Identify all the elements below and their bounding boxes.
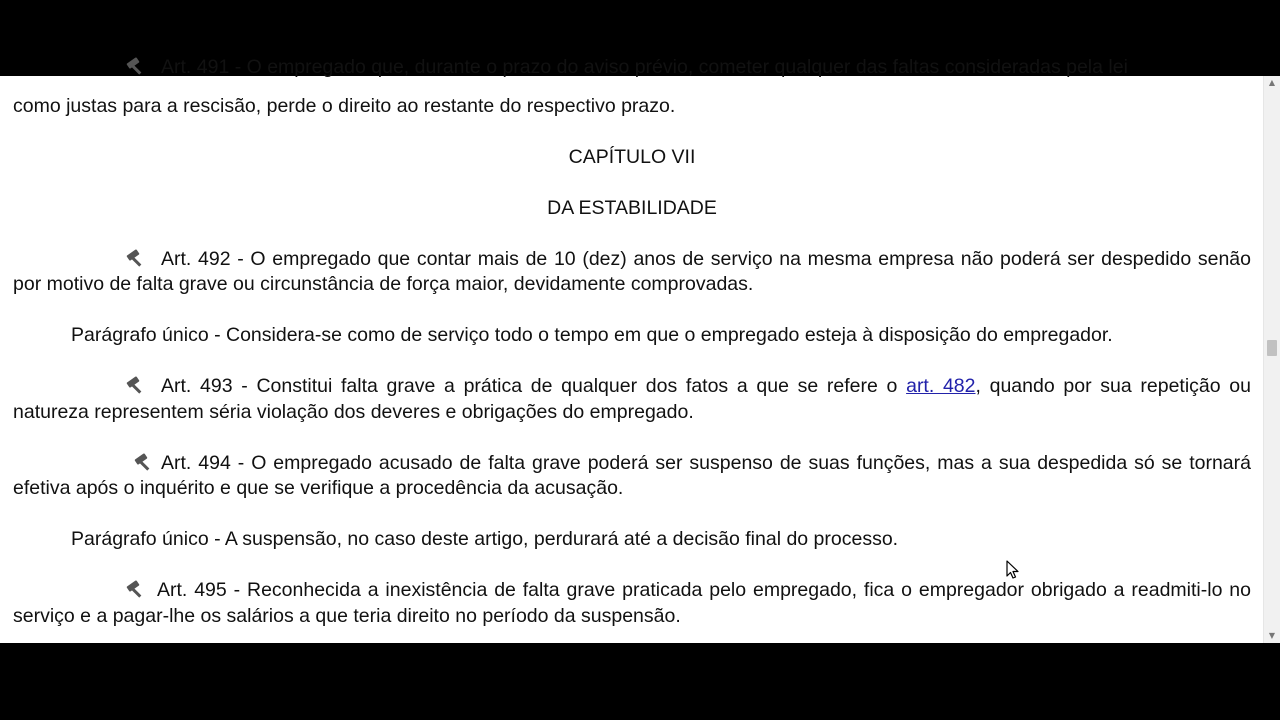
article-491-tail: como justas para a rescisão, perde o direito ao restante do respectivo prazo. [13,94,676,117]
hammer-icon[interactable] [125,57,147,75]
scrollbar-thumb[interactable] [1267,340,1277,356]
document-viewport [0,56,1280,643]
article-494 [13,451,1251,502]
hammer-icon[interactable] [125,376,147,394]
mouse-pointer-icon [1006,560,1020,580]
article-492-text: Art. 492 - O empregado que contar mais de 10 (dez) anos de serviço na mesma empresa não poderá ser despedido senão por motivo de falta grave ou circunstância de força maior, devidamente comprovadas. [13,247,1251,296]
article-495 [13,578,1251,629]
article-494-text: Art. 494 - O empregado acusado de falta grave poderá ser suspenso de suas funções, mas a sua despedida só se tornará efetiva após o inquérito e que se verifique a procedência da acusação. [13,451,1251,500]
article-493-text-a: Art. 493 - Constitui falta grave a prática de qualquer dos fatos a que se refere o [161,375,907,398]
partial-article-text: Art. 491 - O empregado que, durante o prazo do aviso prévio, cometer qualquer das faltas consideradas pela lei [161,56,1128,78]
law-text [13,56,1251,655]
article-492 [13,247,1251,298]
article-493-text-b: , quando por sua repetição ou natureza representem séria violação dos deveres e obrigações do empregado. [13,375,1251,423]
article-492-paragraph: Parágrafo único - Considera-se como de serviço todo o tempo em que o empregado esteja à disposição do empregador. [71,324,1113,347]
article-495-text: Art. 495 - Reconhecida a inexistência de falta grave praticada pelo empregado, fica o empregador obrigado a readmiti-lo no serviço e a pagar-lhe os salários a que teria direito no período da suspensão. [13,579,1251,627]
art-482-link[interactable]: art. 482 [906,375,976,398]
partial-article-491 [13,56,1251,94]
section-heading: DA ESTABILIDADE [547,196,717,219]
scroll-up-arrow-icon[interactable]: ▲ [1268,78,1276,87]
hammer-icon[interactable] [125,249,147,267]
scroll-down-arrow-icon[interactable]: ▼ [1268,631,1276,640]
chapter-heading: CAPÍTULO VII [568,145,696,168]
hammer-icon[interactable] [125,580,147,598]
vertical-scrollbar[interactable] [1263,76,1280,643]
hammer-icon[interactable] [133,453,155,471]
article-494-paragraph: Parágrafo único - A suspensão, no caso deste artigo, perdurará até a decisão final do processo. [71,528,899,551]
article-493 [13,374,1251,425]
